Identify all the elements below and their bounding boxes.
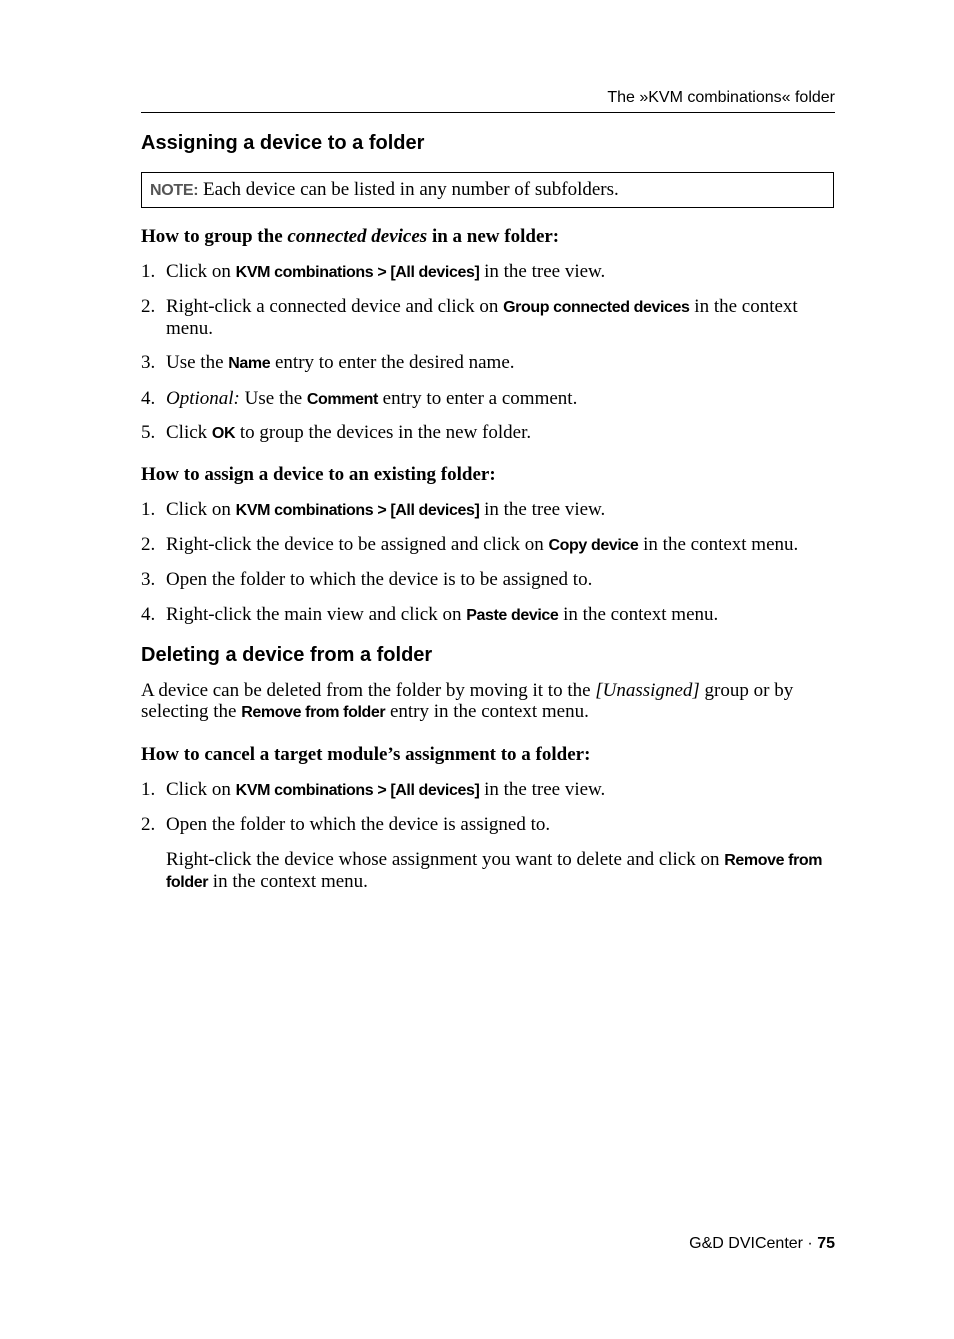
page-number: 75	[817, 1235, 835, 1252]
paragraph-text: A device can be deleted from the folder by moving it to the	[141, 680, 596, 701]
optional-label: Optional:	[166, 388, 240, 409]
ui-term: Paste device	[466, 607, 559, 624]
ui-term: KVM combinations > [All devices]	[235, 782, 480, 799]
step-number: 1.	[141, 499, 156, 520]
howto-cancel-title: How to cancel a target module’s assignment to a folder:	[141, 744, 591, 765]
step-text: Right-click the device whose assignment you want to delete and click on	[166, 849, 725, 870]
step-text: Open the folder to which the device is to be assigned to.	[166, 569, 593, 590]
footer-product: G&D DVICenter ·	[689, 1235, 818, 1252]
step-number: 1.	[141, 779, 156, 800]
howto-assign-title: How to assign a device to an existing folder:	[141, 464, 496, 485]
step-number: 3.	[141, 569, 156, 590]
howto-group-title	[141, 226, 559, 247]
step-text: in the tree view.	[479, 261, 606, 282]
step-text: Open the folder to which the device is assigned to.	[166, 814, 551, 835]
note-box	[141, 172, 834, 208]
step-text: Click on	[166, 499, 236, 520]
ui-term: KVM combinations > [All devices]	[235, 502, 480, 519]
paragraph-text: entry in the context menu.	[385, 701, 589, 722]
section-heading-assigning: Assigning a device to a folder	[141, 132, 425, 154]
howto-group-suffix: in a new folder:	[427, 226, 560, 247]
step-text: Right-click the main view and click on	[166, 604, 467, 625]
howto-group-prefix: How to group the	[141, 226, 288, 247]
step-text: in the context menu.	[166, 296, 798, 339]
step-text: to group the devices in the new folder.	[235, 422, 532, 443]
step-text: Right-click the device to be assigned and click on	[166, 534, 549, 555]
step-text: in the tree view.	[479, 499, 606, 520]
ui-term: OK	[211, 425, 236, 442]
note-text: Each device can be listed in any number of subfolders.	[198, 179, 619, 200]
step-number: 4.	[141, 388, 156, 409]
step-text: Click on	[166, 261, 236, 282]
step-text: Right-click a connected device and click on	[166, 296, 504, 317]
ui-term: Group connected devices	[503, 299, 690, 316]
step-text: in the context menu.	[558, 604, 719, 625]
step-text: Click on	[166, 779, 236, 800]
ui-term: KVM combinations > [All devices]	[235, 264, 480, 281]
step-text: in the context menu.	[638, 534, 799, 555]
ui-term: Name	[228, 355, 271, 372]
page-footer	[689, 1235, 835, 1253]
step-text: Use the	[166, 352, 229, 373]
step-text: in the context menu.	[208, 871, 368, 892]
note-label: NOTE:	[150, 182, 199, 199]
step-number: 1.	[141, 261, 156, 282]
step-text: entry to enter a comment.	[377, 388, 578, 409]
ui-term: Copy device	[548, 537, 639, 554]
intro-paragraph	[141, 680, 835, 723]
header-rule	[141, 112, 835, 113]
group-name: [Unassigned]	[595, 680, 700, 701]
step-text: entry to enter the desired name.	[270, 352, 515, 373]
running-header: The »KVM combinations« folder	[607, 89, 835, 106]
step-number: 3.	[141, 352, 156, 373]
step-number: 5.	[141, 422, 156, 443]
step-number: 4.	[141, 604, 156, 625]
ui-term: Remove from folder	[241, 704, 386, 721]
section-heading-deleting: Deleting a device from a folder	[141, 644, 433, 666]
step-text: in the tree view.	[479, 779, 606, 800]
ui-term: Comment	[306, 391, 378, 408]
step-number: 2.	[141, 296, 156, 317]
step-number: 2.	[141, 814, 156, 835]
ui-term: Remove from folder	[166, 852, 823, 891]
step-text: Click	[166, 422, 212, 443]
paragraph-text: group or by selecting the	[141, 680, 794, 722]
howto-group-emph: connected devices	[287, 226, 428, 247]
step-text: Use the	[239, 388, 307, 409]
step-number: 2.	[141, 534, 156, 555]
